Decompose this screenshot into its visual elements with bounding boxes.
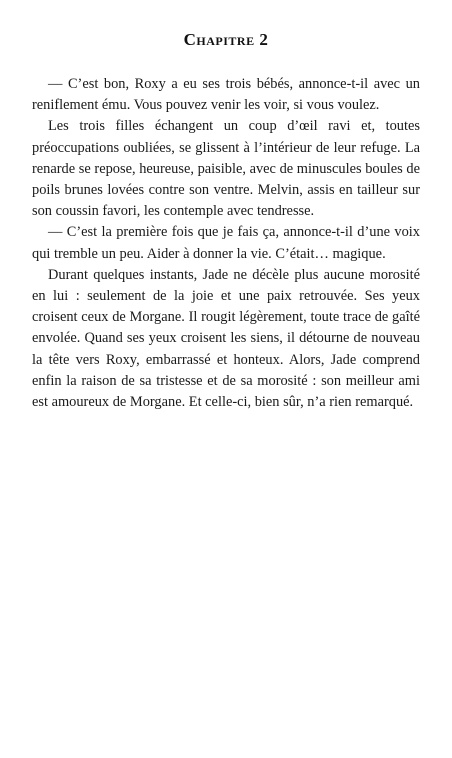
chapter-heading: Chapitre 2	[183, 30, 269, 49]
chapter-body	[32, 74, 420, 413]
paragraph: Les trois filles échangent un coup d’œil ravi et, toutes préoccupations oubliées, se glissent à l’intérieur de leur refuge. La renarde se repose, heureuse, paisible, avec de minuscules boules de poils brunes lovées contre son ventre. Melvin, assis en tailleur sur son coussin favori, les contemple avec tendresse.	[32, 118, 420, 220]
paragraph: — C’est bon, Roxy a eu ses trois bébés, annonce-t-il avec un reniflement ému. Vous pouvez venir les voir, si vous voulez.	[32, 76, 420, 114]
paragraph: Durant quelques instants, Jade ne décèle plus aucune morosité en lui : seulement de la joie et une paix retrouvée. Ses yeux croisent ceux de Morgane. Il rougit légèrement, toute trace de gaîté envolée. Quand ses yeux croisent les siens, il détourne de nouveau la tête vers Roxy, embarrassé et honteux. Alors, Jade comprend enfin la raison de sa tristesse et de sa morosité : son meilleur ami est amoureux de Morgane. Et celle-ci, bien sûr, n’a rien remarqué.	[32, 266, 420, 411]
paragraph: — C’est la première fois que je fais ça, annonce-t-il d’une voix qui tremble un peu. Aider à donner la vie. C’était… magique.	[32, 224, 420, 262]
